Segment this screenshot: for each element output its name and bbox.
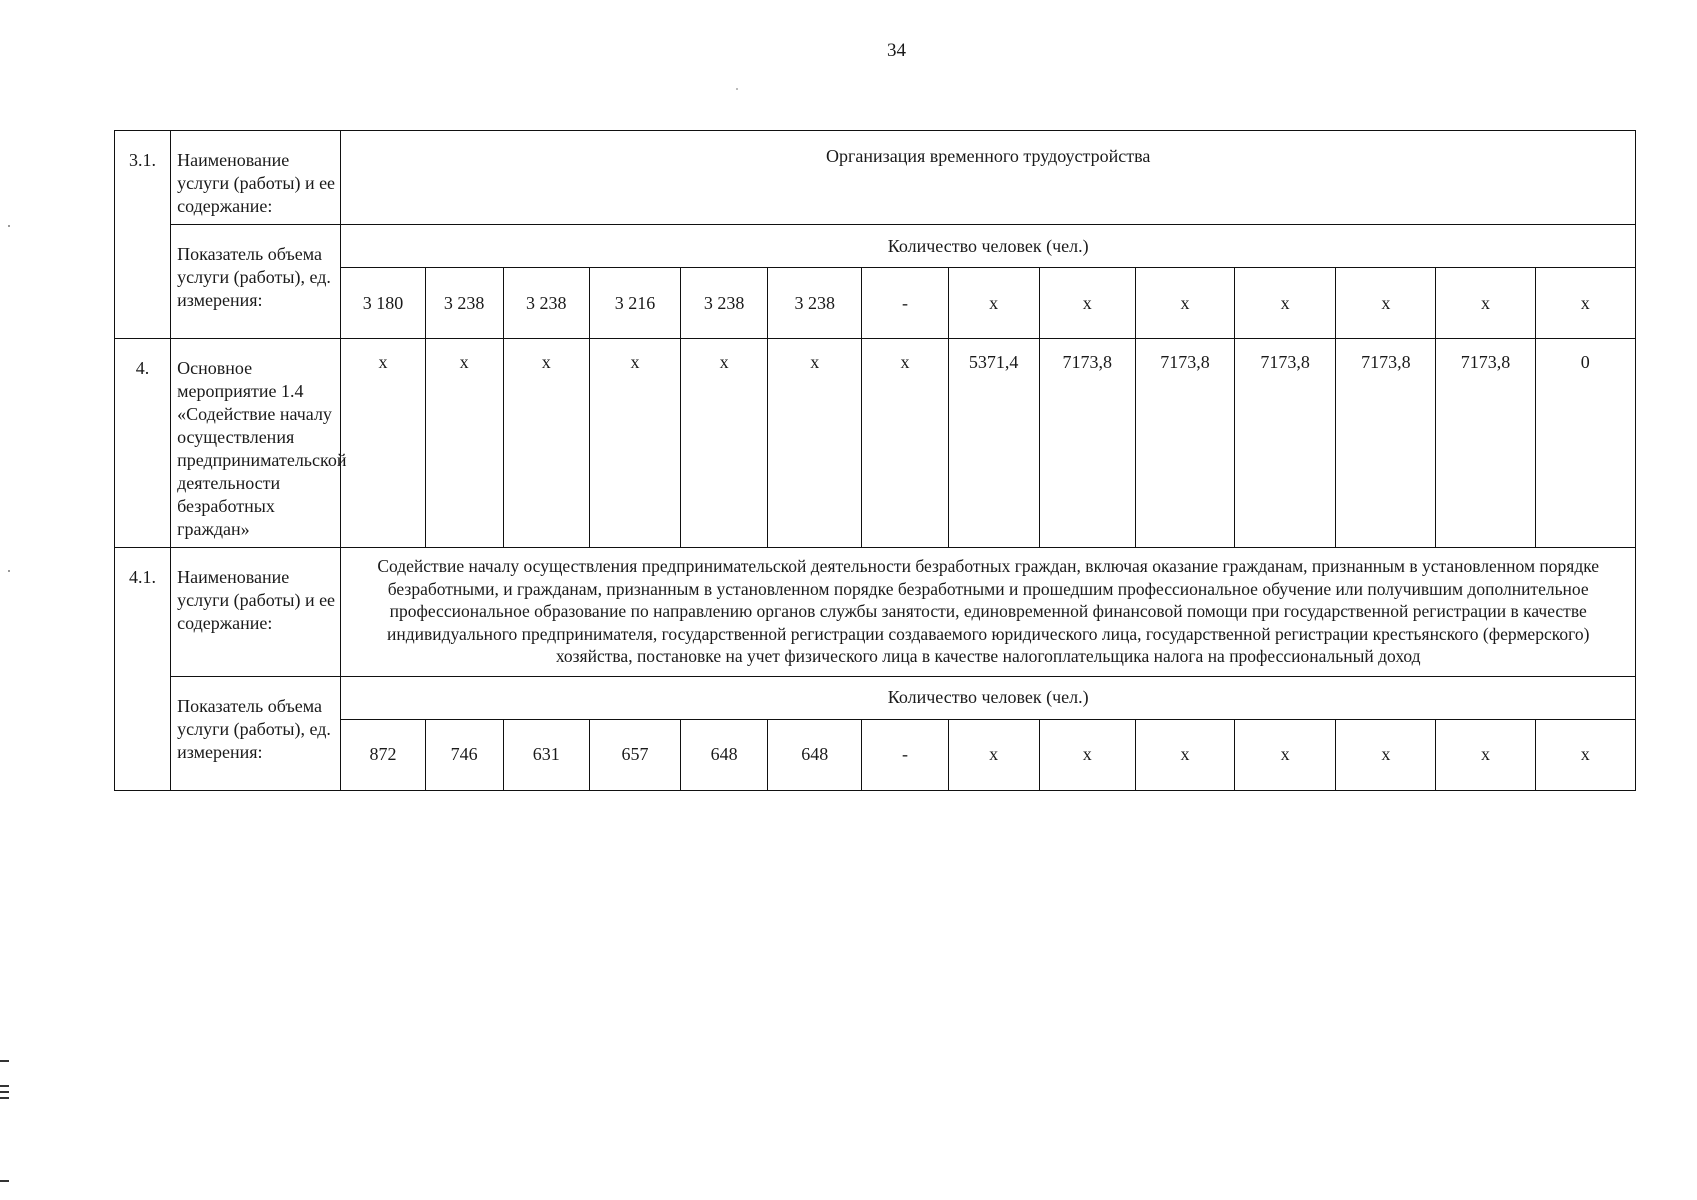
row-3-1-name-label: Наименование услуги (работы) и ее содержание: xyxy=(171,131,341,225)
value-cell: - xyxy=(862,719,948,790)
value-cell: x xyxy=(503,339,589,548)
value-cell: x xyxy=(681,339,768,548)
margin-dot xyxy=(8,225,10,227)
row-4-label: Основное мероприятие 1.4 «Содействие началу осуществления предпринимательской деятельности безработных граждан» xyxy=(171,339,341,548)
row-4-activity xyxy=(115,339,1636,548)
row-3-1-service-title: Организация временного трудоустройства xyxy=(341,131,1636,225)
value-cell: 3 180 xyxy=(341,268,425,339)
value-cell: 631 xyxy=(503,719,589,790)
value-cell: x xyxy=(948,719,1039,790)
row-4-number: 4. xyxy=(115,339,171,548)
value-cell: 657 xyxy=(589,719,680,790)
value-cell: 3 238 xyxy=(768,268,862,339)
value-cell: x xyxy=(341,339,425,548)
value-cell: x xyxy=(1039,268,1135,339)
row-4-1-service xyxy=(115,548,1636,677)
value-cell: 3 238 xyxy=(425,268,503,339)
value-cell: x xyxy=(1039,719,1135,790)
row-3-1-values xyxy=(115,268,1636,339)
margin-mark xyxy=(0,1180,9,1182)
value-cell: 3 216 xyxy=(589,268,680,339)
row-3-1-indicator-label: Показатель объема услуги (работы), ед. измерения: xyxy=(171,225,341,339)
value-cell: 746 xyxy=(425,719,503,790)
value-cell: 7173,8 xyxy=(1039,339,1135,548)
margin-mark xyxy=(0,1097,9,1099)
value-cell: x xyxy=(1235,719,1336,790)
margin-mark xyxy=(0,1091,9,1093)
value-cell: x xyxy=(862,339,948,548)
value-cell: x xyxy=(768,339,862,548)
value-cell: - xyxy=(862,268,948,339)
margin-dot xyxy=(8,570,10,572)
value-cell: x xyxy=(1436,719,1535,790)
row-3-1-unit-row xyxy=(115,225,1636,268)
row-4-1-indicator-label: Показатель объема услуги (работы), ед. измерения: xyxy=(171,676,341,790)
row-4-1-number: 4.1. xyxy=(115,548,171,791)
value-cell: 0 xyxy=(1535,339,1635,548)
value-cell: x xyxy=(1135,268,1234,339)
value-cell: 3 238 xyxy=(681,268,768,339)
scan-speck xyxy=(736,88,738,90)
value-cell: x xyxy=(1135,719,1234,790)
margin-mark xyxy=(0,1085,9,1087)
row-3-1-service xyxy=(115,131,1636,225)
row-4-1-service-description: Содействие началу осуществления предпринимательской деятельности безработных граждан, включая оказание гражданам, признанным в установленном порядке безработными, и гражданам, признанным в установленном порядке безработными и прошедшим профессиональное обучение или получившим дополнительное профессиональное образование по направлению органов службы занятости, единовременной финансовой помощи при государственной регистрации в качестве индивидуального предпринимателя, государственной регистрации создаваемого юридического лица, государственной регистрации крестьянского (фермерского) хозяйства, постановке на учет физического лица в качестве налогоплательщика налога на профессиональный доход xyxy=(341,548,1636,677)
row-4-1-name-label: Наименование услуги (работы) и ее содержание: xyxy=(171,548,341,677)
value-cell: 7173,8 xyxy=(1436,339,1535,548)
row-4-1-unit: Количество человек (чел.) xyxy=(341,676,1636,719)
page-number: 34 xyxy=(887,40,906,61)
value-cell: 872 xyxy=(341,719,425,790)
row-3-1-number: 3.1. xyxy=(115,131,171,339)
value-cell: 648 xyxy=(768,719,862,790)
value-cell: x xyxy=(1436,268,1535,339)
value-cell: 7173,8 xyxy=(1135,339,1234,548)
row-4-1-values xyxy=(115,719,1636,790)
value-cell: 648 xyxy=(681,719,768,790)
value-cell: 7173,8 xyxy=(1336,339,1436,548)
value-cell: 3 238 xyxy=(503,268,589,339)
row-3-1-unit: Количество человек (чел.) xyxy=(341,225,1636,268)
value-cell: x xyxy=(1535,268,1635,339)
margin-mark xyxy=(0,1060,9,1062)
program-table xyxy=(114,130,1636,791)
value-cell: x xyxy=(589,339,680,548)
value-cell: x xyxy=(1336,719,1436,790)
value-cell: x xyxy=(425,339,503,548)
value-cell: 5371,4 xyxy=(948,339,1039,548)
value-cell: x xyxy=(1336,268,1436,339)
value-cell: x xyxy=(1235,268,1336,339)
row-4-1-unit-row xyxy=(115,676,1636,719)
value-cell: x xyxy=(948,268,1039,339)
value-cell: 7173,8 xyxy=(1235,339,1336,548)
value-cell: x xyxy=(1535,719,1635,790)
